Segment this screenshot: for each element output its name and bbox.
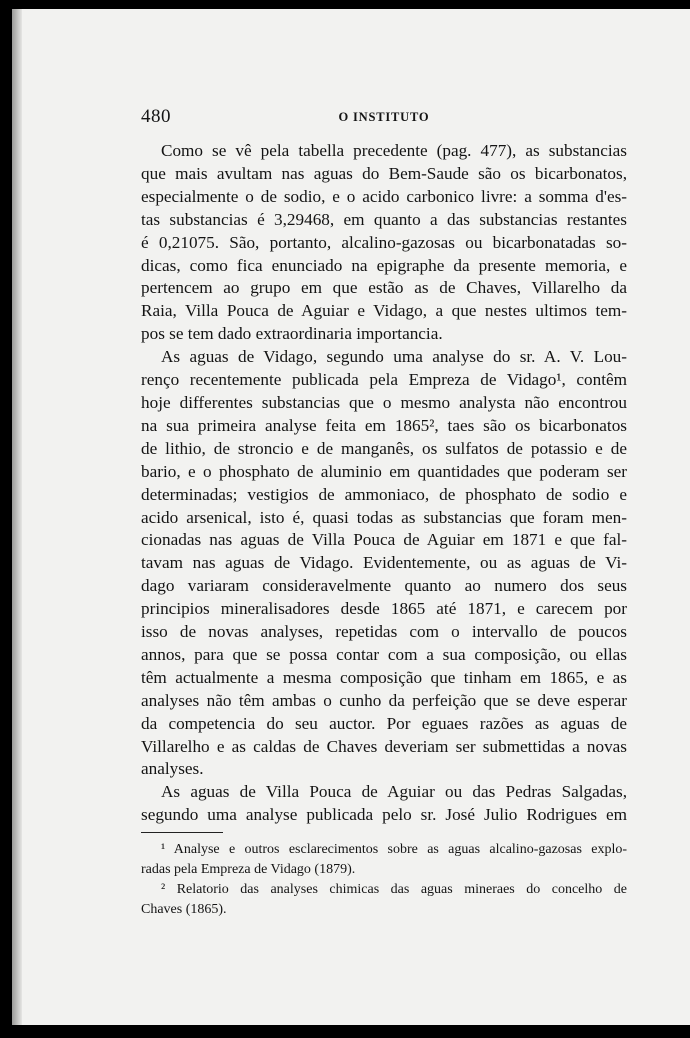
body-line: especialmente o de sodio, e o acido carbonico livre: a somma d'es- [141, 186, 627, 206]
body-line: annos, para que se possa contar com a sua composição, ou ellas [141, 644, 627, 664]
body-line: bario, e o phosphato de aluminio em quantidades que poderam ser [141, 461, 627, 481]
body-line: analyses. [141, 759, 204, 779]
body-line: Villarelho e as caldas de Chaves deveriam ser submettidas a novas [141, 736, 627, 756]
body-line: pos se tem dado extraordinaria importancia. [141, 324, 443, 344]
body-line: pertencem ao grupo em que estão as de Chaves, Villarelho da [141, 278, 627, 298]
body-line: segundo uma analyse publicada pelo sr. José Julio Rodrigues em [141, 805, 627, 825]
body-line: cionadas nas aguas de Villa Pouca de Aguiar em 1871 e que fal- [141, 530, 627, 550]
body-line: Raia, Villa Pouca de Aguiar e Vidago, a que nestes ultimos tem- [141, 301, 627, 321]
body-line: têm actualmente a mesma composição que tinham em 1865, e as [141, 667, 627, 687]
body-line: Como se vê pela tabella precedente (pag. 477), as substancias [161, 141, 627, 160]
body-line: tavam nas aguas de Vidago. Evidentemente, ou as aguas de Vi- [141, 553, 627, 573]
body-line: principios mineralisadores desde 1865 até 1871, e carecem por [141, 599, 627, 619]
footnote-rule [141, 832, 223, 833]
running-title: O INSTITUTO [338, 110, 430, 124]
body-line: na sua primeira analyse feita em 1865², taes são os bicarbonatos [141, 415, 627, 435]
body-line: renço recentemente publicada pela Empreza de Vidago¹, contêm [141, 370, 627, 390]
body-line: dago variaram consideravelmente quanto ao numero dos seus [141, 576, 627, 596]
body-line: determinadas; vestigios de ammoniaco, de phosphato de sodio e [141, 484, 627, 504]
footnotes [141, 840, 627, 920]
body-line: analyses não têm ambas o cunho da perfeição que se deve esperar [141, 690, 627, 710]
footnote-line: ¹ Analyse e outros esclarecimentos sobre as aguas alcalino-gazosas explo- [161, 842, 627, 857]
footnote-line: Chaves (1865). [141, 902, 227, 917]
body-line: é 0,21075. São, portanto, alcalino-gazosas ou bicarbonatadas so- [141, 232, 627, 252]
body-line: As aguas de Villa Pouca de Aguiar ou das Pedras Salgadas, [161, 782, 627, 802]
body-line: dicas, como fica enunciado na epigraphe da presente memoria, e [141, 255, 627, 275]
page-gutter [12, 9, 22, 1025]
body-line: de lithio, de stroncio e de manganês, os sulfatos de potassio e de [141, 438, 627, 458]
body-line: isso de novas analyses, repetidas com o intervallo de poucos [141, 622, 627, 642]
page-header [141, 106, 627, 134]
body-line: As aguas de Vidago, segundo uma analyse do sr. A. V. Lou- [161, 347, 627, 367]
body-line: hoje differentes substancias que o mesmo analysta não encontrou [141, 392, 627, 412]
footnote-line: ² Relatorio das analyses chimicas das aguas mineraes do concelho de [161, 882, 627, 897]
body-line: que mais avultam nas aguas do Bem-Saude são os bicarbonatos, [141, 163, 627, 183]
body-line: da competencia do seu auctor. Por eguaes razões as aguas de [141, 713, 627, 733]
body-line: acido arsenical, isto é, quasi todas as substancias que foram men- [141, 507, 627, 527]
footnote-line: radas pela Empreza de Vidago (1879). [141, 862, 356, 877]
body-line: tas substancias é 3,29468, em quanto a das substancias restantes [141, 209, 627, 229]
body-text [141, 140, 627, 827]
page-number: 480 [141, 106, 171, 127]
